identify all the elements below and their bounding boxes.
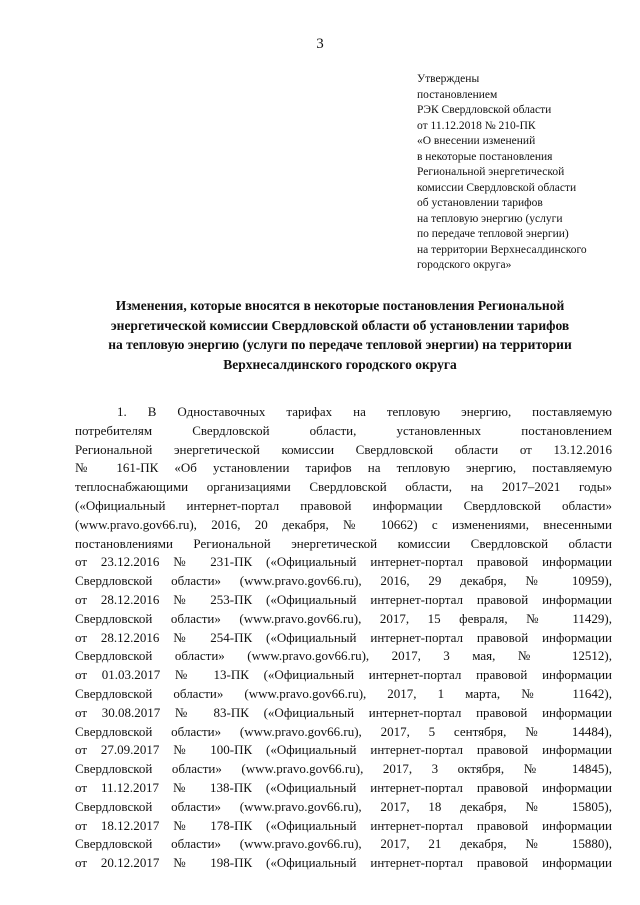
body-paragraph (75, 403, 612, 873)
title-line: Верхнесалдинского городского округа (223, 356, 457, 372)
paragraph-line: от 18.12.2017 № 178-ПК («Официальный интернет-портал правовой информации (75, 817, 612, 833)
paragraph-line: теплоснабжающими организациями Свердловской области, на 2017–2021 годы» (75, 479, 612, 495)
paragraph-line: Региональной энергетической комиссии Свердловской области от 13.12.2016 (75, 441, 612, 457)
paragraph-line: от 11.12.2017 № 138-ПК («Официальный интернет-портал правовой информации (75, 779, 612, 795)
approval-line: РЭК Свердловской области (417, 104, 552, 116)
paragraph-line: от 20.12.2017 № 198-ПК («Официальный интернет-портал правовой информации (75, 855, 612, 871)
approval-block (417, 72, 632, 274)
paragraph-line: от 01.03.2017 № 13-ПК («Официальный интернет-портал правовой информации (75, 667, 612, 683)
paragraph-line: от 23.12.2016 № 231-ПК («Официальный интернет-портал правовой информации (75, 554, 612, 570)
paragraph-line: 1. В Одноставочных тарифах на тепловую энергию, поставляемую (117, 404, 612, 419)
approval-line: в некоторые постановления (417, 150, 553, 163)
paragraph-line: («Официальный интернет-портал правовой информации Свердловской области» (75, 497, 612, 513)
paragraph-line: Свердловской области» (www.pravo.gov66.ru), 2017, 5 сентября, № 14484), (75, 723, 612, 739)
approval-line: об установлении тарифов (417, 197, 543, 209)
approval-line: «О внесении изменений (417, 135, 536, 147)
paragraph-line: (www.pravo.gov66.ru), 2016, 20 декабря, № 10662) с изменениями, внесенными (75, 516, 612, 532)
paragraph-line: Свердловской области» (www.pravo.gov66.ru), 2017, 1 марта, № 11642), (75, 685, 612, 701)
paragraph-line: от 28.12.2016 № 254-ПК («Официальный интернет-портал правовой информации (75, 629, 612, 645)
paragraph-line: Свердловской области» (www.pravo.gov66.ru), 2017, 18 декабря, № 15805), (75, 798, 612, 814)
paragraph-line: № 161-ПК «Об установлении тарифов на тепловую энергию, поставляемую (75, 460, 612, 476)
paragraph-line: Свердловской области» (www.pravo.gov66.ru), 2017, 15 февраля, № 11429), (75, 610, 612, 626)
approval-line: постановлением (417, 88, 498, 101)
paragraph-line: Свердловской области» (www.pravo.gov66.ru), 2017, 21 декабря, № 15880), (75, 836, 612, 852)
approval-line: городского округа» (417, 259, 512, 271)
paragraph-line: от 28.12.2016 № 253-ПК («Официальный интернет-портал правовой информации (75, 591, 612, 607)
paragraph-line: Свердловской области» (www.pravo.gov66.ru), 2016, 29 декабря, № 10959), (75, 573, 612, 589)
approval-line: на территории Верхнесалдинского (417, 243, 587, 256)
document-title (80, 296, 600, 374)
paragraph-line: потребителям Свердловской области, установленных постановлением (75, 422, 612, 438)
paragraph-line: от 30.08.2017 № 83-ПК («Официальный интернет-портал правовой информации (75, 704, 612, 720)
paragraph-line: от 27.09.2017 № 100-ПК («Официальный интернет-портал правовой информации (75, 742, 612, 758)
approval-line: Утверждены (417, 73, 480, 85)
approval-line: Региональной энергетической (417, 166, 565, 178)
title-line: энергетической комиссии Свердловской области об установлении тарифов (110, 317, 570, 333)
paragraph-line: Свердловской области» (www.pravo.gov66.ru), 2017, 3 мая, № 12512), (75, 648, 612, 664)
title-line: Изменения, которые вносятся в некоторые постановления Региональной (115, 298, 565, 313)
page-number: 3 (316, 36, 324, 52)
approval-line: комиссии Свердловской области (417, 181, 577, 194)
approval-line: по передаче тепловой энергии) (417, 228, 569, 240)
paragraph-line: Свердловской области» (www.pravo.gov66.ru), 2017, 3 октября, № 14845), (75, 761, 612, 777)
approval-line: на тепловую энергию (услуги (417, 212, 563, 225)
paragraph-line: постановлениями Региональной энергетической комиссии Свердловской области (75, 535, 612, 551)
approval-line: от 11.12.2018 № 210-ПК (417, 119, 536, 132)
title-line: на тепловую энергию (услуги по передаче тепловой энергии) на территории (108, 337, 572, 352)
